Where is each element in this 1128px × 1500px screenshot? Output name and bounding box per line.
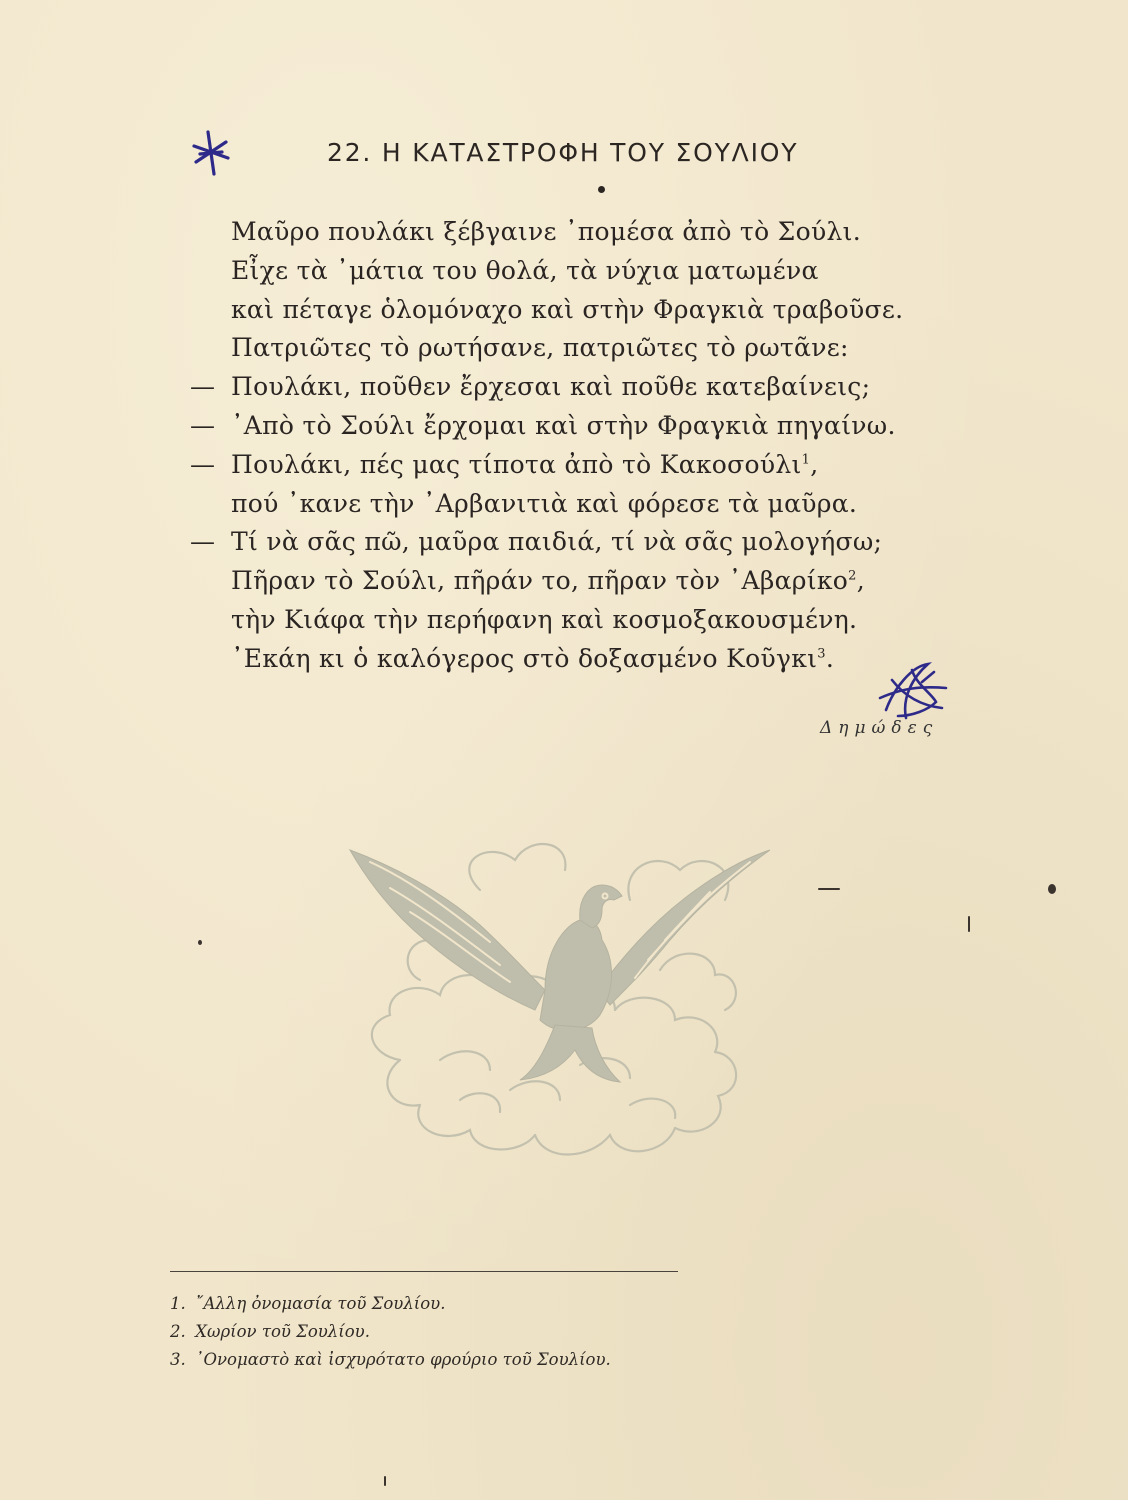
- poem-line: Πῆραν τὸ Σούλι, πῆράν το, πῆραν τὸν ᾽Αβαρίκο$^2$,: [231, 566, 865, 596]
- footnote-text: ῎Αλλη ὀνομασία τοῦ Σουλίου.: [195, 1294, 446, 1313]
- dialogue-dash: —: [190, 527, 216, 557]
- poem-line-text: Πουλάκι, πές μας τίποτα ἀπὸ τὸ Κακοσούλι: [231, 449, 802, 479]
- poem-line-text: Τί νὰ σᾶς πῶ, μαῦρα παιδιά, τί νὰ σᾶς μολογήσω;: [231, 527, 883, 557]
- poem-line-text: Πουλάκι, ποῦθεν ἔρχεσαι καὶ ποῦθε κατεβαίνεις;: [231, 372, 871, 402]
- poem-line: [190, 407, 990, 446]
- dialogue-dash: —: [190, 410, 216, 440]
- footnote-number: 3.: [170, 1350, 186, 1369]
- paper-speck: [1048, 884, 1056, 894]
- poem-line-text: τὴν Κιάφα τὴν περήφανη καὶ κοσμοξακουσμένη.: [231, 604, 858, 634]
- poem-line: [190, 485, 990, 524]
- dialogue-dash: —: [190, 372, 216, 402]
- poem-line: [190, 252, 990, 291]
- dialogue-dash: —: [190, 449, 216, 479]
- poem-line: — Πουλάκι, πές μας τίποτα ἀπὸ τὸ Κακοσούλι$^1$,: [190, 446, 990, 485]
- poem-line: ᾽Εκάη κι ὁ καλόγερος στὸ δοξασμένο Κοῦγκι$^3$.: [231, 643, 835, 673]
- poem-line-text: Μαῦρο πουλάκι ξέβγαινε ᾽πομέσα ἀπὸ τὸ Σούλι.: [231, 217, 861, 246]
- heading: [190, 128, 890, 188]
- footnote-separator: [170, 1271, 678, 1272]
- footnote: [170, 1290, 870, 1318]
- footnotes: [170, 1290, 870, 1374]
- paper-speck: [818, 888, 840, 890]
- footnote: [170, 1346, 870, 1374]
- poem-line-text: Πατριῶτες τὸ ρωτήσανε, πατριῶτες τὸ ρωτᾶνε:: [231, 333, 849, 363]
- poem-line-text: πού ᾽κανε τὴν ᾽Αρβανιτιὰ καὶ φόρεσε τὰ μαῦρα.: [231, 488, 858, 518]
- footnote: [170, 1318, 870, 1346]
- poem-line: [190, 601, 990, 640]
- footnote-number: 1.: [170, 1294, 186, 1313]
- poem-line-text: Πῆραν τὸ Σούλι, πῆράν το, πῆραν τὸν ᾽Αβαρίκο: [231, 566, 849, 596]
- poem-line-text: Εἶχε τὰ ᾽μάτια του θολά, τὰ νύχια ματωμένα: [231, 255, 819, 285]
- poem-line: [190, 523, 990, 562]
- asterisk-ink-mark-icon: [190, 128, 234, 180]
- poem-line: [190, 368, 990, 407]
- footnote-marker: 3: [817, 646, 826, 662]
- poem-line-text: ᾽Απὸ τὸ Σούλι ἔρχομαι καὶ στὴν Φραγκιὰ πηγαίνω.: [231, 410, 896, 440]
- attribution: Δημώδες: [820, 718, 939, 738]
- footnote-number: 2.: [170, 1322, 186, 1341]
- poem-line-text: καὶ πέταγε ὁλομόναχο καὶ στὴν Φραγκιὰ τραβοῦσε.: [231, 294, 904, 324]
- footnote-text: ᾽Ονομαστὸ καὶ ἰσχυρότατο φρούριο τοῦ Σουλίου.: [195, 1350, 611, 1369]
- title-ornament-dot: [598, 186, 605, 193]
- phoenix-rising-from-clouds-icon: [330, 830, 800, 1175]
- poem-line: [190, 213, 990, 252]
- poem-line: [190, 291, 990, 330]
- paper-speck: [968, 916, 970, 932]
- poem: [190, 213, 990, 679]
- poem-line-text: ᾽Εκάη κι ὁ καλόγερος στὸ δοξασμένο Κοῦγκι: [231, 643, 818, 673]
- paper-speck: [384, 1476, 386, 1486]
- poem-line: [190, 329, 990, 368]
- footnote-marker: 2: [848, 568, 857, 584]
- footnote-text: Χωρίον τοῦ Σουλίου.: [195, 1322, 370, 1341]
- page-title: 22. Η ΚΑΤΑΣΤΡΟΦΗ ΤΟΥ ΣΟΥΛΙΟΥ: [327, 138, 799, 167]
- paper-speck: [198, 940, 202, 945]
- footnote-marker: 1: [801, 452, 811, 468]
